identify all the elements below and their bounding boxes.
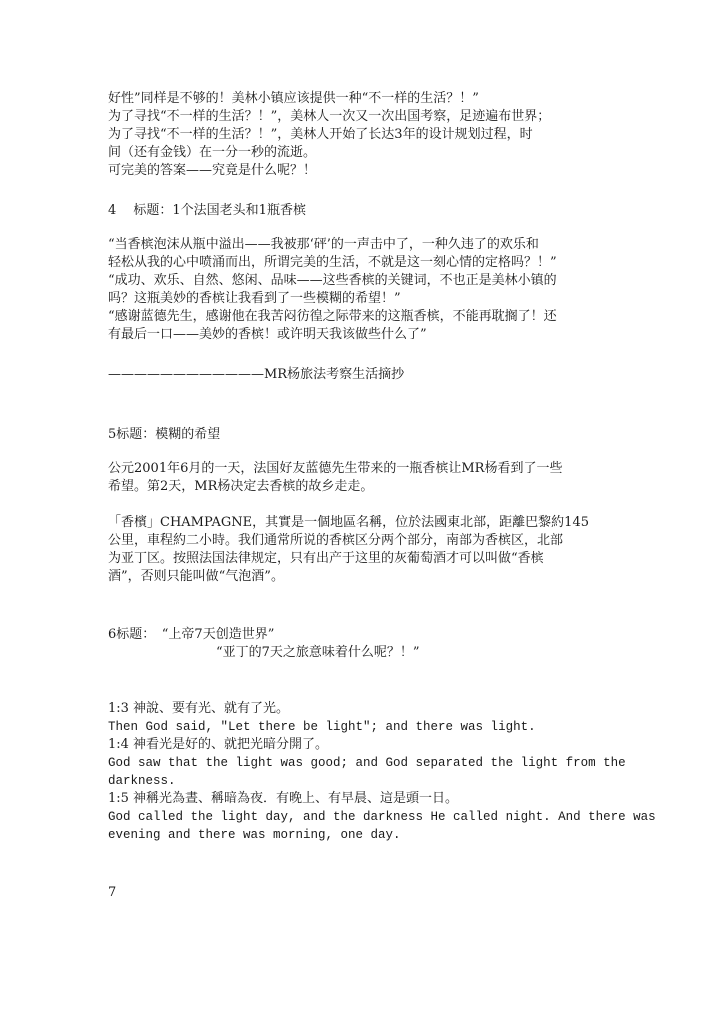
- verse-line-english: evening and there was morning, one day.: [108, 828, 401, 842]
- verse-line-english: Then God said, "Let there be light"; and there was light.: [108, 720, 536, 734]
- paragraph-line: 希望。第2天，MR杨决定去香槟的故乡走走。: [108, 479, 374, 494]
- quote-line: “感谢蓝德先生，感谢他在我苦闷彷徨之际带来的这瓶香槟，不能再耽搁了！还: [108, 309, 557, 324]
- quote-line: 有最后一口——美妙的香槟！或许明天我该做些什么了”: [108, 327, 427, 342]
- verse-line-english: God saw that the light was good; and God separated the light from the: [108, 756, 626, 770]
- section-heading-4: 4 标题：1个法国老头和1瓶香槟: [108, 203, 306, 218]
- quote-line: “成功、欢乐、自然、悠闲、品味——这些香槟的关键词，不也正是美林小镇的: [108, 273, 557, 288]
- verse-line-english: darkness.: [108, 774, 176, 788]
- paragraph-line: 为亚丁区。按照法国法律规定，只有出产于这里的灰葡萄酒才可以叫做“香槟: [108, 551, 544, 566]
- verse-line-english: God called the light day, and the darkness He called night. And there was: [108, 810, 656, 824]
- paragraph-line: 公里，車程約二小時。我们通常所说的香槟区分两个部分，南部为香槟区，北部: [108, 533, 564, 548]
- section-number-7: 7: [108, 885, 117, 900]
- quote-line: 轻松从我的心中喷涌而出，所谓完美的生活，不就是这一刻心情的定格吗？！”: [108, 255, 557, 270]
- attribution-line: ————————————MR杨旅法考察生活摘抄: [108, 367, 405, 382]
- section-subheading-6: “亚丁的7天之旅意味着什么呢？！”: [216, 645, 420, 660]
- quote-line: “当香槟泡沫从瓶中溢出——我被那‘砰’的一声击中了，一种久违了的欢乐和: [108, 237, 539, 252]
- paragraph-line: 公元2001年6月的一天，法国好友蓝德先生带来的一瓶香槟让MR杨看到了一些: [108, 461, 563, 476]
- verse-line: 1:5 神稱光為晝、稱暗為夜．有晚上、有早晨、這是頭一日。: [108, 791, 459, 806]
- section-heading-6: 6标题： “上帝7天创造世界”: [108, 627, 275, 642]
- text-line: 间（还有金钱）在一分一秒的流逝。: [108, 145, 317, 160]
- text-line: 可完美的答案——究竟是什么呢？！: [108, 163, 317, 178]
- text-line: 好性”同样是不够的！美林小镇应该提供一种“不一样的生活？！”: [108, 91, 479, 106]
- paragraph-line: 酒”，否则只能叫做“气泡酒”。: [108, 569, 284, 584]
- text-line: 为了寻找“不一样的生活？！”，美林人一次又一次出国考察，足迹遍布世界；: [108, 109, 551, 124]
- text-line: 为了寻找“不一样的生活？！”，美林人开始了长达3年的设计规划过程，时: [108, 127, 533, 142]
- paragraph-line: 「香檳」CHAMPAGNE，其實是一個地區名稱，位於法國東北部，距離巴黎約145: [108, 515, 589, 530]
- verse-line: 1:4 神看光是好的、就把光暗分開了。: [108, 737, 329, 752]
- quote-line: 吗？这瓶美妙的香槟让我看到了一些模糊的希望！”: [108, 291, 401, 306]
- verse-line: 1:3 神說、要有光、就有了光。: [108, 701, 290, 716]
- section-heading-5: 5标题：模糊的希望: [108, 427, 221, 442]
